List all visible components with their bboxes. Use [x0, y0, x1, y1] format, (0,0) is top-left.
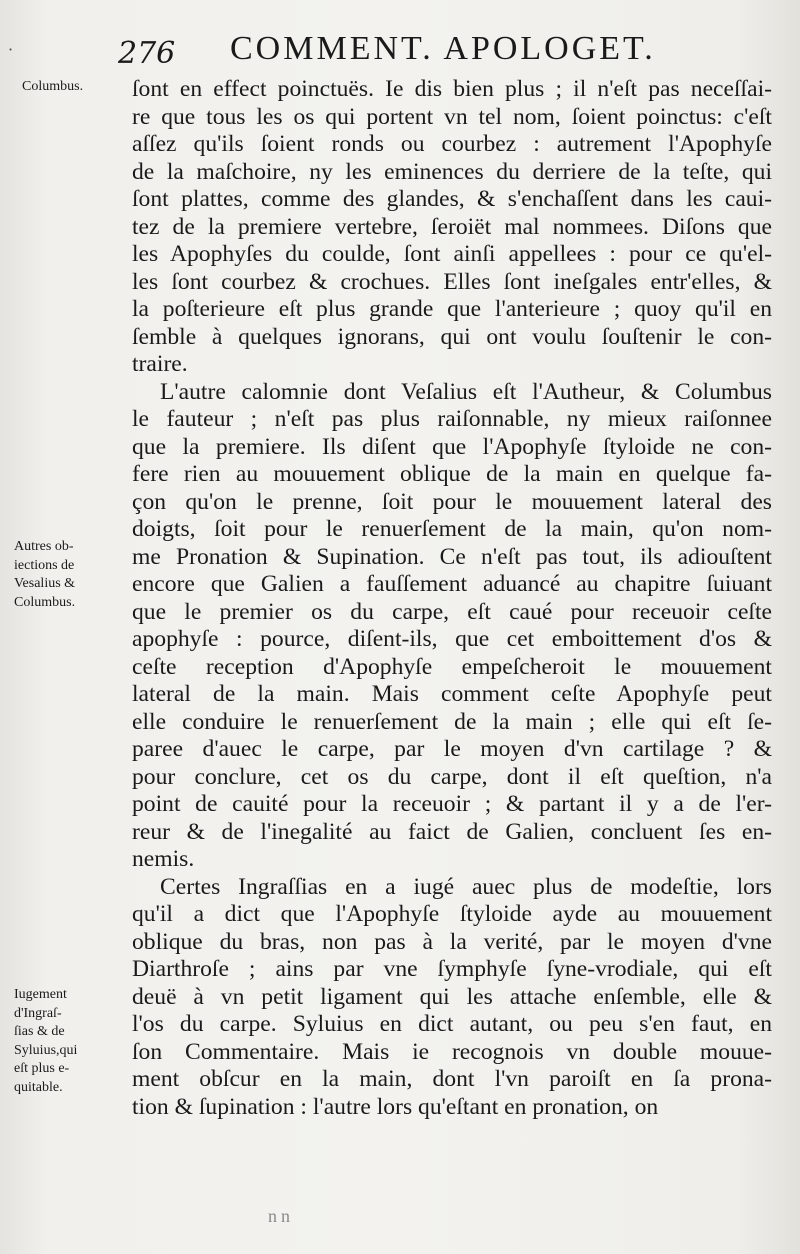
- body-line: nemis.: [132, 846, 195, 872]
- signature-mark: nn: [268, 1206, 294, 1226]
- body-line: deuë à vn petit ligament qui les attache enſemble, elle &: [132, 983, 772, 1010]
- body-line: paree d'auec le carpe, par le moyen d'vn cartilage ? &: [132, 736, 772, 762]
- body-line: ſon Commentaire. Mais ie recognois vn double mouue-: [132, 1038, 772, 1065]
- body-line: re que tous les os qui portent vn tel nom, ſoient poinctus: c'eſt: [132, 103, 772, 130]
- margin-note-line: quitable.: [14, 1079, 63, 1095]
- body-line: fere rien au mouuement oblique de la main en quelque fa-: [132, 461, 772, 487]
- body-text: [132, 76, 772, 1121]
- body-line: point de cauité pour la receuoir ; & partant il y a de l'er-: [132, 791, 772, 817]
- body-line: le fauteur ; n'eſt pas plus raiſonnable, ny mieux raiſonnee: [132, 406, 772, 432]
- body-line: ceſte reception d'Apophyſe empeſcheroit le mouuement: [132, 653, 772, 680]
- margin-note-line: Columbus.: [22, 79, 84, 94]
- body-line: reur & de l'inegalité au faict de Galien, concluent ſes en-: [132, 818, 772, 845]
- body-line: les Apophyſes du coulde, ſont ainſi appellees : pour ce qu'el-: [132, 241, 772, 267]
- body-line: traire.: [132, 351, 188, 377]
- body-line: ſemble à quelques ignorans, qui ont voulu ſouſtenir le con-: [132, 323, 772, 350]
- body-line: encore que Galien a fauſſement aduancé au chapitre ſuiuant: [132, 571, 772, 597]
- body-line: ſont plattes, comme des glandes, & s'enchaſſent dans les caui-: [132, 186, 772, 212]
- page-header: [118, 30, 698, 74]
- body-line: çon qu'on le prenne, ſoit pour le mouuement lateral des: [132, 488, 772, 515]
- body-line: L'autre calomnie dont Veſalius eſt l'Autheur, & Columbus: [160, 378, 772, 405]
- body-line: tez de la premiere vertebre, ſeroiët mal nommees. Diſons que: [132, 213, 772, 240]
- margin-note-line: Columbus.: [14, 594, 76, 610]
- body-line: ment obſcur en la main, dont l'vn paroiſt en ſa prona-: [132, 1066, 772, 1092]
- page-edge-mark: ·: [8, 40, 14, 59]
- margin-note-line: d'Ingraſ-: [14, 1005, 62, 1021]
- body-line: apophyſe : pource, diſent-ils, que cet emboittement d'os &: [132, 626, 772, 652]
- body-line: pour conclure, cet os du carpe, dont il eſt queſtion, n'a: [132, 763, 772, 790]
- margin-note-columbus: [22, 78, 83, 97]
- body-line: la poſterieure eſt plus grande que l'anterieure ; quoy qu'il en: [132, 296, 772, 322]
- margin-note-line: iections de: [14, 557, 75, 573]
- body-line: Certes Ingraſſias en a iugé auec plus de modeſtie, lors: [160, 873, 772, 900]
- body-line: qu'il a dict que l'Apophyſe ſtyloide ayde au mouuement: [132, 901, 772, 927]
- margin-note-line: Autres ob-: [14, 539, 74, 554]
- margin-note-judgement: [14, 986, 77, 1097]
- body-line: les ſont courbez & crochues. Elles ſont ineſgales entr'elles, &: [132, 268, 772, 295]
- body-line: oblique du bras, non pas à la verité, par le moyen d'vne: [132, 928, 772, 955]
- body-line: elle conduire le renuerſement de la main ; elle qui eſt ſe-: [132, 708, 772, 735]
- body-line: me Pronation & Supination. Ce n'eſt pas tout, ils adiouſtent: [132, 543, 772, 570]
- body-line: doigts, ſoit pour le renuerſement de la main, qu'on nom-: [132, 516, 772, 542]
- body-line: l'os du carpe. Syluius en dict autant, ou peu s'en faut, en: [132, 1011, 772, 1037]
- margin-note-line: Iugement: [14, 987, 67, 1002]
- body-line: que le premier os du carpe, eſt caué pour receuoir ceſte: [132, 598, 772, 625]
- body-line: Diarthroſe ; ains par vne ſymphyſe ſyne-vrodiale, qui eſt: [132, 956, 772, 982]
- body-line: ſont en effect poinctuës. Ie dis bien plus ; il n'eſt pas neceſſai-: [132, 76, 772, 102]
- body-line: que la premiere. Ils diſent que l'Apophyſe ſtyloide ne con-: [132, 433, 772, 460]
- margin-note-objections: [14, 538, 75, 612]
- body-line: tion & ſupination : l'autre lors qu'eſtant en pronation, on: [132, 1093, 659, 1120]
- margin-note-line: ſias & de: [14, 1024, 65, 1039]
- page-number: 276: [118, 36, 176, 71]
- margin-note-line: Syluius,qui: [14, 1042, 78, 1058]
- body-line: aſſez qu'ils ſoient ronds ou courbez : autrement l'Apophyſe: [132, 131, 772, 157]
- margin-note-line: eſt plus e-: [14, 1061, 70, 1076]
- running-title: COMMENT. APOLOGET.: [230, 30, 656, 67]
- margin-note-line: Vesalius &: [14, 576, 76, 591]
- body-line: lateral de la main. Mais comment ceſte Apophyſe peut: [132, 681, 772, 707]
- body-line: de la maſchoire, ny les eminences du derriere de la teſte, qui: [132, 158, 772, 185]
